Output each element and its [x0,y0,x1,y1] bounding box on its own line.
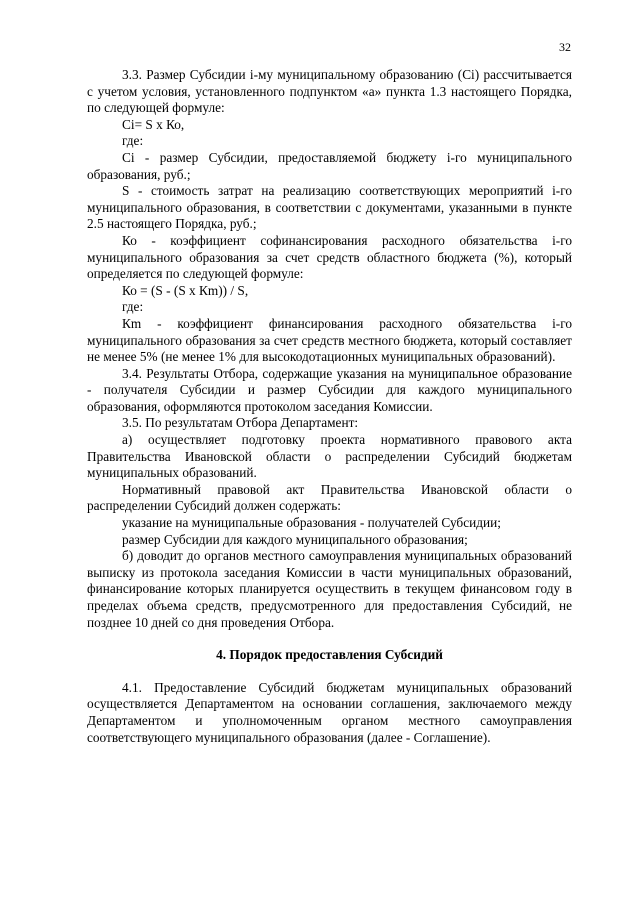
section-4-body [87,680,572,746]
paragraph: 4.1. Предоставление Субсидий бюджетам муниципальных образований осуществляется Департаментом на основании соглашения, заключаемого между Департаментом и уполномоченным органом местного самоуправления соответствующего муниципального образования (далее - Соглашение). [87,679,572,745]
paragraph: Кm - коэффициент финансирования расходного обязательства i-го муниципального образования за счет средств местного бюджета, который составляет не менее 5% (не менее 1% для высокодотационных муниципальных образований). [87,315,572,365]
paragraph: Ко - коэффициент софинансирования расходного обязательства i-го муниципального образования за счет средств областного бюджета (%), который определяется по следующей формуле: [87,232,572,282]
paragraph: Нормативный правовой акт Правительства Ивановской области о распределении Субсидий должен содержать: [87,481,572,514]
section-3-body [87,67,572,631]
formula-line: где: [122,299,144,315]
document-body [87,67,572,746]
paragraph: размер Субсидии для каждого муниципального образования; [122,531,468,547]
paragraph: а) осуществляет подготовку проекта нормативного правового акта Правительства Ивановской области о распределении Субсидий бюджетам муниципальных образований. [87,432,572,481]
paragraph: Ci - размер Субсидии, предоставляемой бюджету i-го муниципального образования, руб.; [87,149,572,182]
paragraph: б) доводит до органов местного самоуправления муниципальных образований выписку из протокола заседания Комиссии в части муниципальных образований, финансирование которых планируется осуществить в текущем финансовом году в пределах объема средств, предусмотренного для предоставления Субсидий, не позднее 10 дней со дня проведения Отбора. [87,548,572,630]
paragraph: S - стоимость затрат на реализацию соответствующих мероприятий i-го муниципального образования, в соответствии с документами, указанными в пункте 2.5 настоящего Порядка, руб.; [87,183,572,232]
formula-line: Ко = (S - (S x Кm)) / S, [122,282,249,298]
paragraph: 3.4. Результаты Отбора, содержащие указания на муниципальное образование - получателя Субсидии и размер Субсидии для каждого муниципального образования, оформляются протоколом заседания Комиссии. [87,365,572,414]
paragraph: 3.5. По результатам Отбора Департамент: [122,415,359,431]
paragraph: 3.3. Размер Субсидии i-му муниципальному образованию (Ci) рассчитывается с учетом условия, установленного подпунктом «а» пункта 1.3 настоящего Порядка, по следующей формуле: [87,67,572,116]
page-number: 32 [559,40,571,54]
formula-line: где: [122,133,144,149]
paragraph: указание на муниципальные образования - получателей Субсидии; [122,515,501,531]
formula-line: Ci= S x Ко, [122,116,185,132]
section-heading: 4. Порядок предоставления Субсидий [216,647,443,663]
